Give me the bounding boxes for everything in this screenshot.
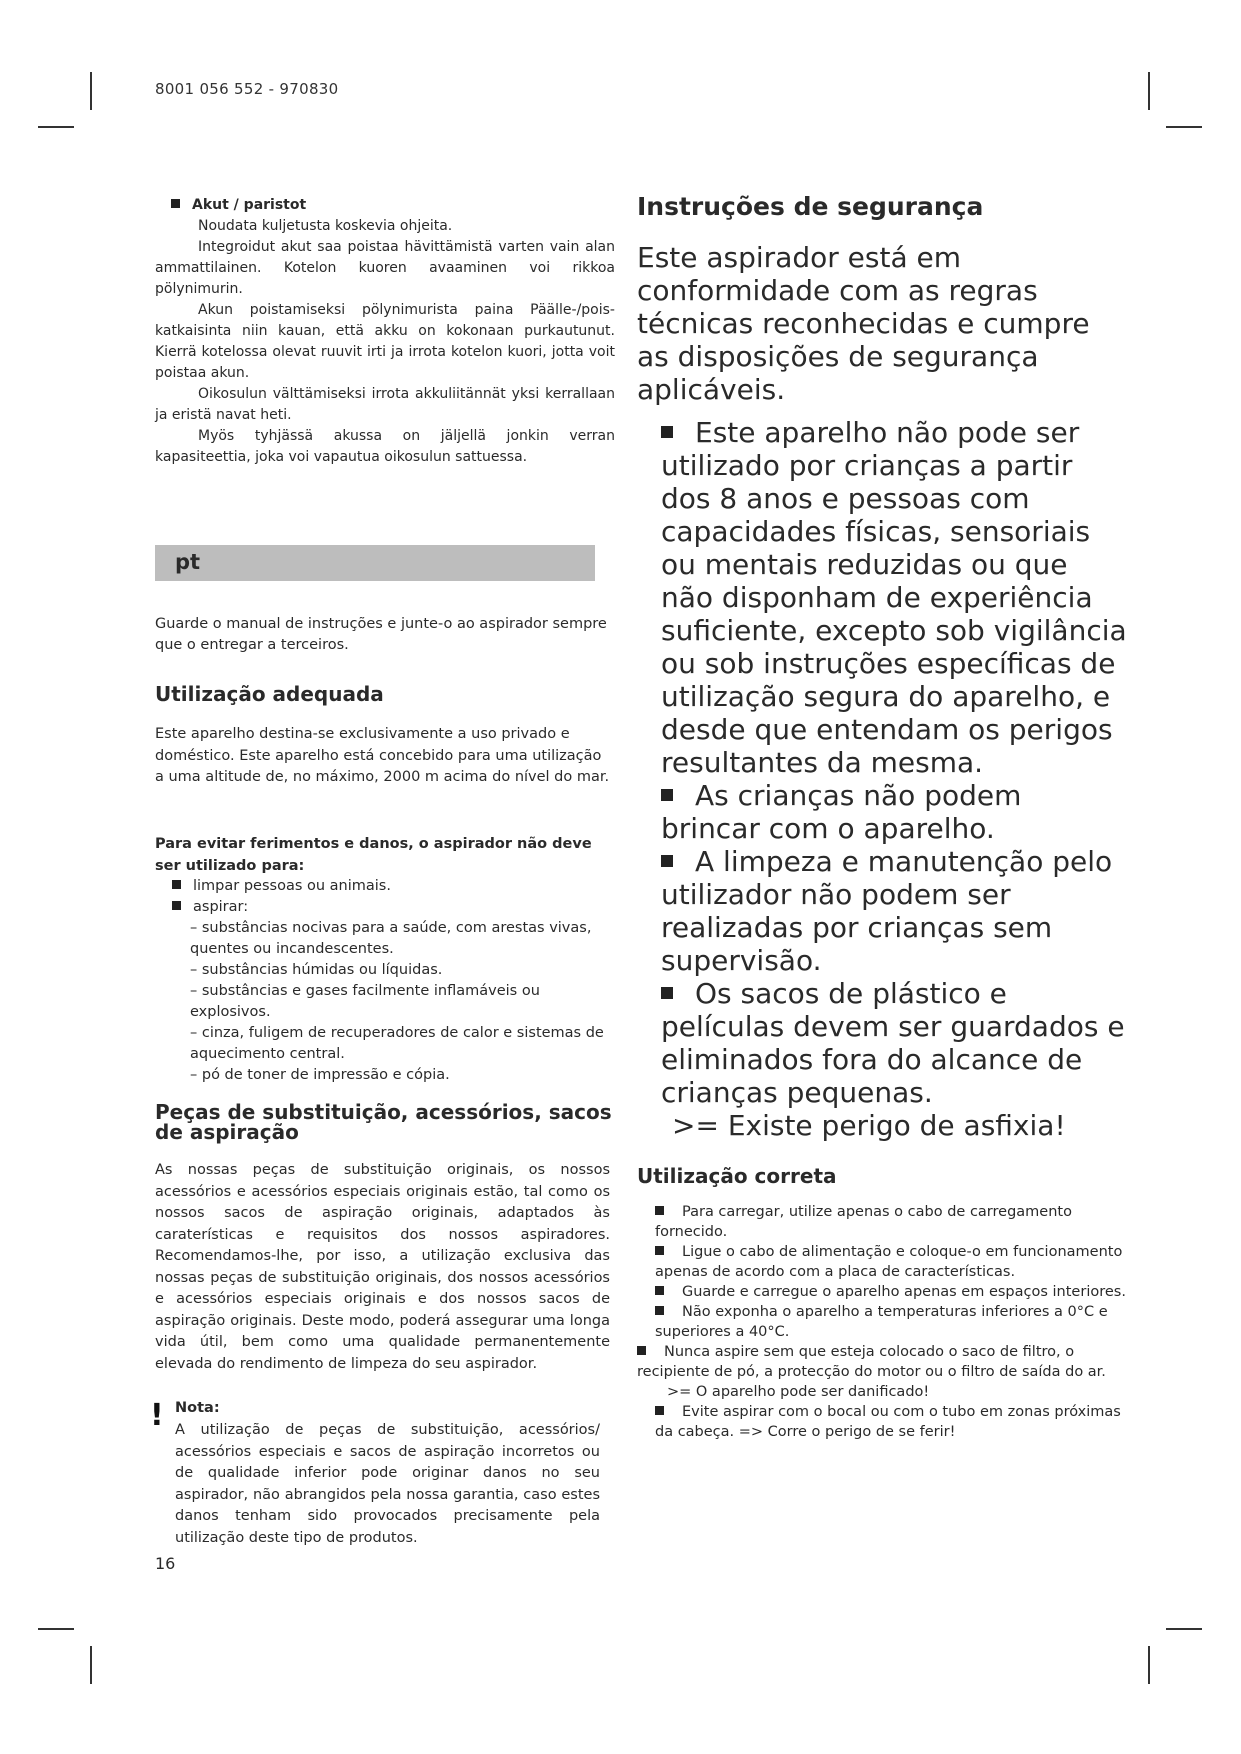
bullet-square	[655, 1406, 664, 1415]
correta-item-text: Evite aspirar com o bocal ou com o tubo em zonas próximas da cabeça. => Corre o perigo de se ferir!	[655, 1404, 1121, 1440]
pecas-text: As nossas peças de substituição originais, os nossos acessórios e acessórios especiais originais estão, tal como os nossos sacos de aspiração originais, adaptados às caraterísticas e requisitos dos nossos aspiradores. Recomendamos-lhe, por isso, a utilização exclusiva das nossas peças de substituição originais, dos nossos acessórios e acessórios especiais originais e dos nossos sacos de aspiração originais. Deste modo, poderá assegurar uma longa vida útil, bem como uma qualidade permanentemente elevada do rendimento de limpeza do seu aspirador.	[155, 1162, 610, 1372]
crop-mark	[90, 72, 92, 110]
crop-mark	[1148, 72, 1150, 110]
utilizacao-adequada-text: Este aparelho destina-se exclusivamente a uso privado e doméstico. Este aparelho está concebido para uma utilização a uma altitude de, no máximo, 2000 m acima do nível do mar.	[155, 726, 610, 785]
seguranca-item	[637, 977, 1127, 1109]
language-code: pt	[175, 550, 201, 574]
correta-item-text: Ligue o cabo de alimentação e coloque-o em funcionamento apenas de acordo com a placa de características.	[655, 1244, 1123, 1280]
correta-item-text: Guarde e carregue o aparelho apenas em espaços interiores.	[682, 1284, 1126, 1300]
correta-item-text: Nunca aspire sem que esteja colocado o saco de filtro, o recipiente de pó, a protecção do motor ou o filtro de saída do ar.	[637, 1344, 1106, 1380]
correta-item	[637, 1402, 1127, 1442]
heading-pecas: Peças de substituição, acessórios, sacos de aspiração	[155, 1100, 612, 1144]
correta-item	[637, 1302, 1127, 1342]
evitar-subitem: – cinza, fuligem de recuperadores de calor e sistemas de aquecimento central.	[190, 1025, 604, 1062]
intro-text: Guarde o manual de instruções e junte-o ao aspirador sempre que o entregar a terceiros.	[155, 616, 607, 653]
seguranca-intro: Este aspirador está em conformidade com as regras técnicas reconhecidas e cumpre as disposições de segurança aplicáveis.	[637, 241, 1090, 406]
evitar-subitem: – pó de toner de impressão e cópia.	[190, 1067, 450, 1083]
evitar-list	[155, 876, 610, 1086]
bullet-square	[661, 789, 673, 801]
finnish-title: Akut / paristot	[192, 197, 307, 213]
finnish-line: Noudata kuljetusta koskevia ohjeita.	[198, 218, 453, 234]
correta-item	[637, 1202, 1127, 1242]
seguranca-item	[637, 779, 1127, 845]
crop-mark	[38, 1628, 74, 1630]
right-column	[637, 192, 1127, 1442]
bullet-square	[655, 1306, 664, 1315]
note-text: A utilização de peças de substituição, acessórios/ acessórios especiais e sacos de aspiração incorretos ou de qualidade inferior pode originar danos no seu aspirador, não abrangidos pela nossa garantia, caso estes danos tenham sido provocados precisamente pela utilização deste tipo de produtos.	[175, 1422, 600, 1546]
correta-item	[637, 1282, 1127, 1302]
seguranca-item-text: Este aparelho não pode ser utilizado por crianças a partir dos 8 anos e pessoas com capacidades físicas, sensoriais ou mentais reduzidas ou que não disponham de experiência suficiente, excepto sob vigilância ou sob instruções específicas de utilização segura do aparelho, e desde que entendam os perigos resultantes da mesma.	[661, 416, 1127, 779]
bullet-square	[171, 199, 180, 208]
evitar-heading: Para evitar ferimentos e danos, o aspirador não deve ser utilizado para:	[155, 836, 592, 874]
bullet-square	[655, 1286, 664, 1295]
correta-item	[637, 1342, 1127, 1382]
seguranca-item-text: A limpeza e manutenção pelo utilizador não podem ser realizadas por crianças sem supervisão.	[661, 845, 1113, 977]
correta-item-warning: >= O aparelho pode ser danificado!	[667, 1384, 930, 1400]
seguranca-item	[637, 845, 1127, 977]
correta-item	[637, 1242, 1127, 1282]
heading-seguranca: Instruções de segurança	[637, 192, 984, 221]
bullet-square	[637, 1346, 646, 1355]
bullet-square	[661, 426, 673, 438]
bullet-square	[661, 987, 673, 999]
seguranca-item-text: Os sacos de plástico e películas devem ser guardados e eliminados fora do alcance de crianças pequenas.	[661, 977, 1125, 1109]
bullet-square	[172, 880, 181, 889]
crop-mark	[38, 126, 74, 128]
seguranca-warning: >= Existe perigo de asfixia!	[672, 1109, 1066, 1142]
bullet-square	[172, 901, 181, 910]
warning-exclamation-icon: !	[150, 1398, 164, 1433]
bullet-square	[655, 1206, 664, 1215]
crop-mark	[1166, 1628, 1202, 1630]
evitar-item: aspirar:	[193, 899, 249, 915]
finnish-battery-section	[155, 195, 615, 468]
finnish-line: Akun poistamiseksi pölynimurista paina Päälle-/pois-katkaisinta niin kauan, että akku on kokonaan purkautunut. Kierrä kotelossa olevat ruuvit irti ja irrota kotelon kuori, jotta voit poistaa akun.	[155, 302, 615, 381]
bullet-square	[661, 855, 673, 867]
correta-item-text: Para carregar, utilize apenas o cabo de carregamento fornecido.	[655, 1204, 1072, 1240]
heading-utilizacao-correta: Utilização correta	[637, 1164, 837, 1188]
note-label: Nota:	[175, 1400, 220, 1416]
seguranca-item-text: As crianças não podem brincar com o aparelho.	[661, 779, 1022, 845]
evitar-subitem: – substâncias húmidas ou líquidas.	[190, 962, 443, 978]
heading-utilizacao-adequada: Utilização adequada	[155, 682, 384, 706]
evitar-subitem: – substâncias nocivas para a saúde, com arestas vivas, quentes ou incandescentes.	[190, 920, 592, 957]
evitar-subitem: – substâncias e gases facilmente inflamáveis ou explosivos.	[190, 983, 540, 1020]
document-code: 8001 056 552 - 970830	[155, 80, 339, 98]
finnish-line: Myös tyhjässä akussa on jäljellä jonkin verran kapasiteettia, joka voi vapautua oikosulun sattuessa.	[155, 428, 615, 465]
bullet-square	[655, 1246, 664, 1255]
crop-mark	[90, 1646, 92, 1684]
evitar-item: limpar pessoas ou animais.	[193, 878, 391, 894]
crop-mark	[1166, 126, 1202, 128]
correta-item-text: Não exponha o aparelho a temperaturas inferiores a 0°C e superiores a 40°C.	[655, 1304, 1108, 1340]
crop-mark	[1148, 1646, 1150, 1684]
finnish-line: Integroidut akut saa poistaa hävittämistä varten vain alan ammattilainen. Kotelon kuoren avaaminen voi rikkoa pölynimurin.	[155, 239, 615, 297]
language-band	[155, 545, 595, 581]
finnish-line: Oikosulun välttämiseksi irrota akkuliitännät yksi kerrallaan ja eristä navat heti.	[155, 386, 615, 423]
seguranca-item	[637, 416, 1127, 779]
page-number: 16	[155, 1554, 176, 1573]
